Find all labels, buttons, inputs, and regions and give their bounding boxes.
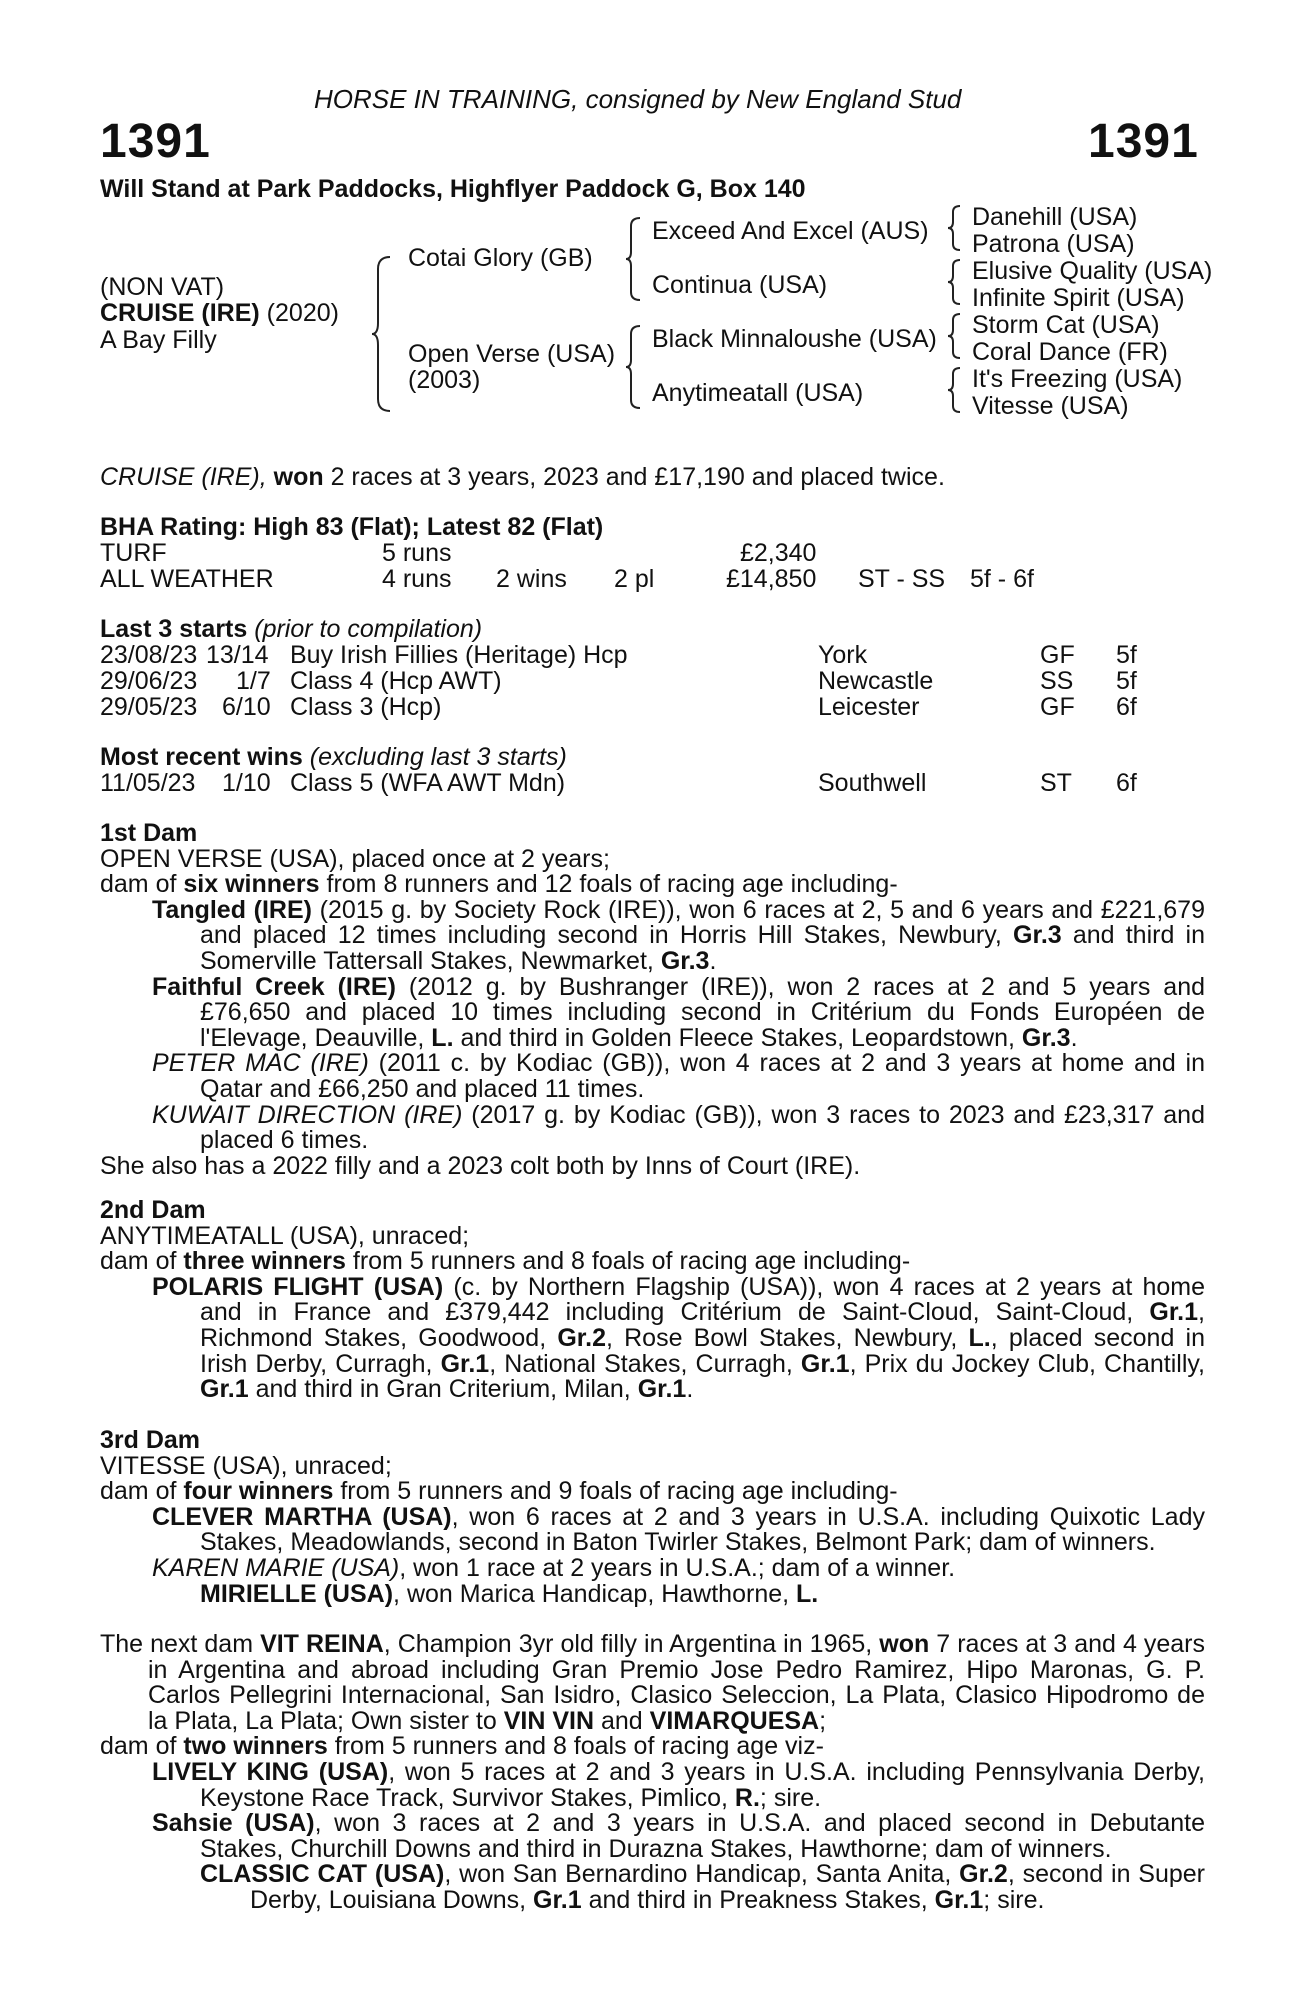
first-dam-title: 1st Dam (100, 819, 198, 847)
start-course: York (818, 641, 868, 669)
dam-name: Open Verse (USA) (408, 340, 616, 368)
produce-entry: KUWAIT DIRECTION (IRE) (2017 g. by Kodiac (GB)), won 3 races to 2023 and £23,317 and placed 6 times. (152, 1100, 1205, 1155)
horse-description: A Bay Filly (100, 326, 217, 354)
start-going: GF (1040, 693, 1075, 721)
last3-note: (prior to compilation) (247, 615, 483, 643)
sire-name: Cotai Glory (GB) (408, 244, 593, 272)
recent-note: (excluding last 3 starts) (302, 743, 567, 771)
produce-entry: Tangled (IRE) (2015 g. by Society Rock (IRE)), won 6 races at 2, 5 and 6 years and £221,679 and placed 12 times including second in Horris Hill Stakes, Newbury, Gr.3 and third in Somerville Tattersall Stakes, Newmarket, Gr.3. (152, 895, 1205, 975)
third-dam-title: 3rd Dam (100, 1426, 201, 1454)
start-position: 13/14 (206, 641, 269, 669)
sire-dam: Continua (USA) (652, 271, 828, 299)
start-distance: 6f (1116, 693, 1137, 721)
sire-dam-sire: Elusive Quality (USA) (972, 257, 1213, 285)
stand-location: Will Stand at Park Paddocks, Highflyer Paddock G, Box 140 (100, 175, 806, 203)
start-date: 29/05/23 (100, 693, 198, 721)
horse-year: (2020) (259, 299, 339, 327)
dam-dam-dam: Vitesse (USA) (972, 392, 1129, 420)
last3-heading (100, 617, 482, 643)
second-dam-produce: dam of three winners from 5 runners and 8 foals of racing age including- (100, 1247, 911, 1276)
produce-entry: Faithful Creek (IRE) (2012 g. by Bushranger (IRE)), won 2 races at 2 and 5 years and £76,650 and placed 10 times including second in Critérium du Fonds Européen de l'Elevage, Deauville, L. and third in Golden Fleece Stakes, Leopardstown, Gr.3. (152, 972, 1205, 1052)
pedigree-brace-g3-3 (946, 312, 964, 360)
start-distance: 5f (1116, 667, 1137, 695)
recent-title: Most recent wins (100, 743, 303, 771)
win-race: Class 5 (WFA AWT Mdn) (290, 769, 566, 797)
start-race: Class 4 (Hcp AWT) (290, 667, 502, 695)
dam-dam-sire: It's Freezing (USA) (972, 365, 1183, 393)
produce-entry: MIRIELLE (USA), won Marica Handicap, Hawthorne, L. (200, 1579, 819, 1608)
summary-rest: 2 races at 3 years, 2023 and £17,190 and placed twice. (323, 463, 945, 491)
second-dam-section (100, 1198, 1205, 1403)
last3-title: Last 3 starts (100, 615, 248, 643)
rating-distance: 5f - 6f (970, 565, 1034, 593)
lot-number-left: 1391 (100, 115, 211, 168)
win-course: Southwell (818, 769, 927, 797)
summary-name: CRUISE (IRE), (100, 463, 267, 491)
win-position: 1/10 (222, 769, 271, 797)
rating-amount: £2,340 (740, 539, 817, 567)
second-dam-line: ANYTIMEATALL (USA), unraced; (100, 1221, 470, 1250)
next-dam-produce: dam of two winners from 5 runners and 8 foals of racing age viz- (100, 1732, 824, 1761)
second-dam-title: 2nd Dam (100, 1196, 206, 1224)
start-position: 1/7 (236, 667, 271, 695)
dam-dam: Anytimeatall (USA) (652, 379, 864, 407)
start-race: Buy Irish Fillies (Heritage) Hcp (290, 641, 628, 669)
dam-year: (2003) (408, 366, 481, 394)
pedigree-brace-main (370, 255, 394, 413)
pedigree-brace-g3-2 (946, 258, 964, 306)
first-dam-section (100, 821, 1205, 1179)
sire-dam-dam: Infinite Spirit (USA) (972, 284, 1185, 312)
start-position: 6/10 (222, 693, 271, 721)
start-course: Newcastle (818, 667, 934, 695)
produce-entry: CLASSIC CAT (USA), won San Bernardino Handicap, Santa Anita, Gr.2, second in Super Derby, Louisiana Downs, Gr.1 and third in Preakness Stakes, Gr.1; sire. (200, 1860, 1206, 1914)
third-dam-section (100, 1428, 1205, 1607)
pedigree-brace-g3-4 (946, 366, 964, 414)
rating-runs: 4 runs (382, 565, 452, 593)
rating-placed: 2 pl (614, 565, 655, 593)
first-dam-produce: dam of six winners from 8 runners and 12 foals of racing age including- (100, 870, 898, 899)
start-race: Class 3 (Hcp) (290, 693, 442, 721)
pedigree-brace-sire (624, 216, 644, 302)
start-going: SS (1040, 667, 1074, 695)
horse-name: CRUISE (IRE) (100, 299, 260, 327)
produce-entry: POLARIS FLIGHT (USA) (c. by Northern Flagship (USA)), won 4 races at 2 years at home and in France and £379,442 including Critérium de Saint-Cloud, Saint-Cloud, Gr.1, Richmond Stakes, Goodwood, Gr.2, Rose Bowl Stakes, Newbury, L., placed second in Irish Derby, Curragh, Gr.1, National Stakes, Curragh, Gr.1, Prix du Jockey Club, Chantilly, Gr.1 and third in Gran Criterium, Milan, Gr.1. (152, 1272, 1206, 1404)
produce-entry: KAREN MARIE (USA), won 1 race at 2 years in U.S.A.; dam of a winner. (152, 1553, 956, 1582)
win-distance: 6f (1116, 769, 1137, 797)
win-going: ST (1040, 769, 1072, 797)
dam-sire-dam: Coral Dance (FR) (972, 338, 1168, 366)
rating-surface: TURF (100, 539, 167, 567)
first-dam-line: OPEN VERSE (USA), placed once at 2 years; (100, 844, 610, 873)
third-dam-produce: dam of four winners from 5 runners and 9 foals of racing age including- (100, 1477, 898, 1506)
sire-sire-sire: Danehill (USA) (972, 203, 1138, 231)
first-dam-also: She also has a 2022 filly and a 2023 colt both by Inns of Court (IRE). (100, 1151, 861, 1180)
lot-number-right: 1391 (1088, 115, 1199, 168)
produce-entry: LIVELY KING (USA), won 5 races at 2 and 3 years in U.S.A. including Pennsylvania Derby, Keystone Race Track, Survivor Stakes, Pimlico, R.; sire. (152, 1757, 1205, 1812)
sire-sire-dam: Patrona (USA) (972, 230, 1135, 258)
summary-won: won (273, 463, 324, 491)
produce-entry: CLEVER MARTHA (USA), won 6 races at 2 and 3 years in U.S.A. including Quixotic Lady Stakes, Meadowlands, second in Baton Twirler Stakes, Belmont Park; dam of winners. (152, 1502, 1205, 1557)
dam-sire: Black Minnaloushe (USA) (652, 325, 937, 353)
next-dam-text: The next dam VIT REINA, Champion 3yr old filly in Argentina in 1965, won 7 races at 3 and 4 years in Argentina and abroad including Gran Premio Jose Pedro Ramirez, Hipo Maronas, G. P. Carlos Pellegrini Internacional, San Isidro, Clasico Seleccion, La Plata, Clasico Hipodromo de la Plata, La Plata; Own sister to VIN VIN and VIMARQUESA; (100, 1630, 1206, 1735)
sire-sire: Exceed And Excel (AUS) (652, 217, 929, 245)
win-date: 11/05/23 (100, 769, 196, 797)
third-dam-line: VITESSE (USA), unraced; (100, 1451, 392, 1480)
catalogue-subtitle: HORSE IN TRAINING, consigned by New England Stud (314, 84, 962, 114)
bha-rating: BHA Rating: High 83 (Flat); Latest 82 (Flat) (100, 513, 604, 541)
dam-sire-sire: Storm Cat (USA) (972, 311, 1160, 339)
pedigree-brace-dam (624, 324, 644, 410)
next-dam-section (100, 1632, 1205, 1914)
rating-amount: £14,850 (726, 565, 817, 593)
recent-wins-heading (100, 745, 567, 771)
horse-name-line (100, 301, 339, 327)
start-going: GF (1040, 641, 1075, 669)
produce-entry: Sahsie (USA), won 3 races at 2 and 3 years in U.S.A. and placed second in Debutante Stakes, Churchill Downs and third in Durazna Stakes, Hawthorne; dam of winners. (152, 1809, 1205, 1863)
rating-going: ST - SS (858, 565, 946, 593)
produce-entry: PETER MAC (IRE) (2011 c. by Kodiac (GB)), won 4 races at 2 and 3 years at home and in Qatar and £66,250 and placed 11 times. (152, 1049, 1206, 1103)
start-date: 23/08/23 (100, 641, 198, 669)
start-distance: 5f (1116, 641, 1137, 669)
start-date: 29/06/23 (100, 667, 198, 695)
pedigree-brace-g3-1 (946, 204, 964, 252)
start-course: Leicester (818, 693, 920, 721)
vat-status: (NON VAT) (100, 273, 225, 301)
race-summary (100, 465, 945, 491)
rating-runs: 5 runs (382, 539, 452, 567)
rating-wins: 2 wins (496, 565, 567, 593)
rating-surface: ALL WEATHER (100, 565, 274, 593)
